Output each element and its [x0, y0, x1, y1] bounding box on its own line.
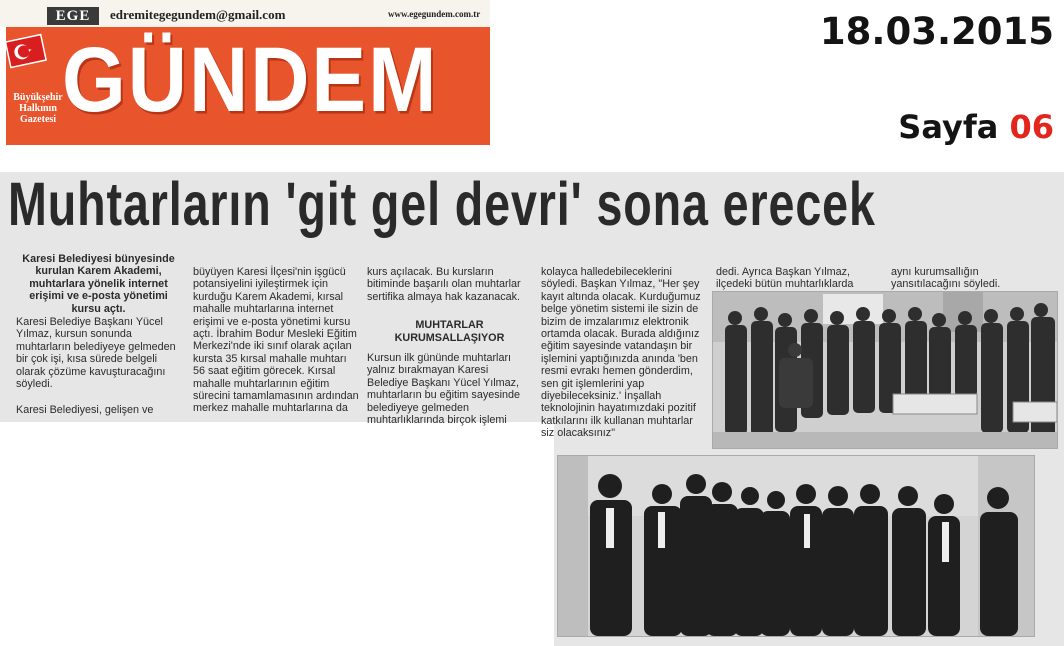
issue-date: 18.03.2015 [819, 10, 1054, 53]
article-photo-group [557, 455, 1035, 637]
masthead-website: www.egegundem.com.tr [388, 9, 481, 19]
masthead-email: edremitegegundem@gmail.com [110, 7, 286, 22]
page-indicator [898, 108, 1054, 146]
article-column-1 [16, 253, 181, 417]
article-column-4: kolayca halledebileceklerini söyledi. Başkan Yılmaz, "Her şey kayıt altında olacak. Kurduğumuz belge yönetim sistemi ile sizin de bizim de imzalarımız elektronik ortamda olacak. Burada aldığınız eğitim sayesinde vatandaşın bir işlemini yaptığınızda anında 'ben resmi evrakı hemen gönderdim, sen git işlemlerini yap diyebileceksiniz.' İnşallah teknolojinin hayatımızdaki pozitif katkılarını ilk kullanan muhtarlar siz olacaksınız" [541, 266, 701, 440]
article-lead: Karesi Belediyesi bünyesinde kurulan Karem Akademi, muhtarlara yönelik internet erişimi ve e-posta yönetimi kursu açtı. [22, 253, 175, 315]
article-col1-tail: Karesi Belediyesi, gelişen ve [16, 404, 154, 417]
masthead-ege-label: EGE [47, 7, 99, 25]
page-label: Sayfa [898, 108, 999, 146]
group-photo-image [558, 456, 1034, 636]
article-column-2: büyüyen Karesi İlçesi'nin işgücü potansiyelini iyileştirmek için kurduğu Karem Akademi, kırsal mahalle muhtarlarına internet erişimi ve e-posta yönetimi kursu açtı. İbrahim Bodur Mesleki Eğitim Merkezi'nde iki sınıf olarak açılan kursta 35 kırsal mahalle muhtarı 56 saat eğitim görecek. Kırsal mahalle muhtarlarının eğitim sürecini tamamlamasının ardından merkez mahalle muhtarlarına da [193, 266, 359, 415]
article-subheading: MUHTARLAR KURUMSALLAŞIYOR [394, 319, 505, 344]
article-headline: Muhtarların 'git gel devri' sona erecek [8, 171, 876, 239]
page-number: 06 [1009, 108, 1054, 146]
article-col3-body: Kursun ilk gününde muhtarları yalnız bırakmayan Karesi Belediye Başkanı Yücel Yılmaz, muhtarların bu eğitim sayesinde belediyeye gelmeden muhtarlıklarında birçok işlemi [367, 352, 521, 427]
article-column-5: dedi. Ayrıca Başkan Yılmaz, ilçedeki bütün muhtarlıklarda [716, 266, 854, 291]
masthead-title: GÜNDEM [62, 29, 439, 132]
classroom-photo-image [713, 292, 1057, 448]
article-column-6: aynı kurumsallığın yansıtılacağını söyledi. [891, 266, 1001, 291]
turkish-flag-icon [4, 30, 48, 74]
masthead-slogan: Büyükşehir Halkının Gazetesi [13, 92, 63, 125]
article-column-3 [367, 266, 532, 426]
article-col1-body: Karesi Belediye Başkanı Yücel Yılmaz, kursun sonunda muhtarların belediyeye gelmeden bir çok işi, kısa sürede belgeli olarak çözüme kavuşturacağını söyledi. [16, 316, 176, 391]
article-col3-top: kurs açılacak. Bu kursların bitiminde başarılı olan muhtarlar sertifika almaya hak kazanacak. [367, 266, 521, 303]
article-photo-classroom [712, 291, 1058, 449]
